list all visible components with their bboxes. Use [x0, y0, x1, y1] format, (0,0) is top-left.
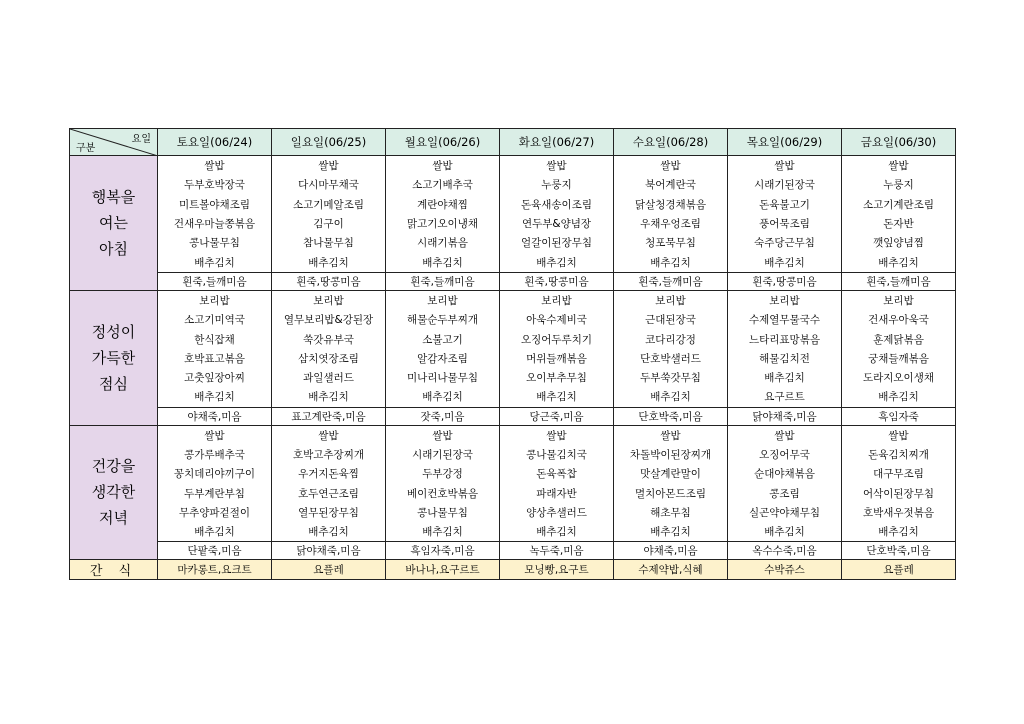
menu-item: 맑고기오이냉채	[386, 214, 500, 233]
menu-item: 돈육폭찹	[500, 464, 614, 483]
meal-category-label: 정성이 가득한 점심	[70, 290, 158, 425]
menu-item: 오징어무국	[728, 445, 842, 464]
menu-row	[70, 522, 956, 542]
menu-item: 요구르트	[728, 387, 842, 407]
menu-item: 콩나물무침	[158, 233, 272, 252]
menu-item: 배추김치	[386, 387, 500, 407]
menu-item: 코다리강정	[614, 329, 728, 348]
menu-item: 열무된장무침	[272, 503, 386, 522]
menu-item: 풍어묵조림	[728, 214, 842, 233]
menu-row	[70, 195, 956, 214]
menu-item: 참나물무침	[272, 233, 386, 252]
porridge-item: 흑임자죽	[842, 407, 956, 425]
corner-header	[70, 129, 158, 156]
menu-item: 쌀밥	[272, 156, 386, 176]
porridge-item: 옥수수죽,미음	[728, 542, 842, 560]
porridge-item: 흰죽,땅콩미음	[500, 272, 614, 290]
menu-row	[70, 290, 956, 310]
menu-item: 소고기계란조림	[842, 195, 956, 214]
menu-item: 배추김치	[614, 522, 728, 542]
menu-item: 시래기된장국	[386, 445, 500, 464]
menu-item: 삼치엿장조림	[272, 349, 386, 368]
menu-row	[70, 349, 956, 368]
menu-item: 소고기배추국	[386, 175, 500, 194]
porridge-row	[70, 272, 956, 290]
menu-item: 베이컨호박볶음	[386, 483, 500, 502]
snack-item: 마카롱트,요크트	[158, 560, 272, 580]
porridge-item: 흰죽,들깨미음	[842, 272, 956, 290]
menu-row	[70, 310, 956, 329]
menu-item: 배추김치	[500, 252, 614, 272]
menu-item: 미트볼야채조림	[158, 195, 272, 214]
porridge-item: 흰죽,들깨미음	[386, 272, 500, 290]
menu-item: 오징어두루치기	[500, 329, 614, 348]
menu-item: 돈자반	[842, 214, 956, 233]
menu-item: 콩나물김치국	[500, 445, 614, 464]
meal-category-label: 행복을 여는 아침	[70, 156, 158, 291]
day-header: 일요일(06/25)	[272, 129, 386, 156]
menu-item: 시래기볶음	[386, 233, 500, 252]
menu-item: 보리밥	[158, 290, 272, 310]
menu-item: 쌀밥	[728, 425, 842, 445]
porridge-item: 표고계란죽,미음	[272, 407, 386, 425]
menu-item: 쌀밥	[158, 156, 272, 176]
menu-item: 돈육불고기	[728, 195, 842, 214]
menu-item: 어삭이된장무침	[842, 483, 956, 502]
menu-item: 청포묵무침	[614, 233, 728, 252]
menu-row	[70, 214, 956, 233]
menu-row	[70, 445, 956, 464]
menu-item: 배추김치	[842, 252, 956, 272]
porridge-item: 당근죽,미음	[500, 407, 614, 425]
menu-item: 궁채들깨볶음	[842, 349, 956, 368]
menu-item: 누룽지	[500, 175, 614, 194]
menu-item: 누룽지	[842, 175, 956, 194]
menu-item: 콩가루배추국	[158, 445, 272, 464]
menu-row	[70, 425, 956, 445]
menu-item: 실곤약야채무침	[728, 503, 842, 522]
menu-item: 배추김치	[158, 387, 272, 407]
porridge-item: 흑임자죽,미음	[386, 542, 500, 560]
menu-item: 두부쑥갓무침	[614, 368, 728, 387]
porridge-row	[70, 407, 956, 425]
menu-item: 알감자조림	[386, 349, 500, 368]
day-header: 월요일(06/26)	[386, 129, 500, 156]
menu-item: 얼갈이된장무침	[500, 233, 614, 252]
menu-item: 맛살계란말이	[614, 464, 728, 483]
menu-item: 고춧잎장아찌	[158, 368, 272, 387]
menu-item: 쌀밥	[386, 425, 500, 445]
menu-item: 호두연근조림	[272, 483, 386, 502]
menu-item: 배추김치	[728, 522, 842, 542]
snack-item: 바나나,요구르트	[386, 560, 500, 580]
menu-item: 훈제닭볶음	[842, 329, 956, 348]
menu-item: 배추김치	[272, 252, 386, 272]
menu-item: 아욱수제비국	[500, 310, 614, 329]
menu-item: 쌀밥	[272, 425, 386, 445]
menu-item: 단호박샐러드	[614, 349, 728, 368]
menu-item: 다시마무채국	[272, 175, 386, 194]
menu-item: 두부계란부침	[158, 483, 272, 502]
snack-item: 수박쥬스	[728, 560, 842, 580]
menu-item: 과일샐러드	[272, 368, 386, 387]
menu-item: 수제열무물국수	[728, 310, 842, 329]
menu-item: 소불고기	[386, 329, 500, 348]
menu-item: 콩조림	[728, 483, 842, 502]
menu-item: 쌀밥	[386, 156, 500, 176]
menu-row	[70, 387, 956, 407]
menu-item: 배추김치	[386, 522, 500, 542]
menu-item: 무추양파겉절이	[158, 503, 272, 522]
menu-item: 쌀밥	[842, 425, 956, 445]
menu-item: 쌀밥	[500, 425, 614, 445]
menu-row	[70, 233, 956, 252]
menu-item: 쌀밥	[500, 156, 614, 176]
menu-item: 소고기메알조림	[272, 195, 386, 214]
menu-item: 배추김치	[614, 387, 728, 407]
menu-item: 멸치아몬드조림	[614, 483, 728, 502]
porridge-item: 녹두죽,미음	[500, 542, 614, 560]
menu-item: 호박고추장찌개	[272, 445, 386, 464]
menu-item: 건새우마늘쫑볶음	[158, 214, 272, 233]
porridge-item: 닭야채죽,미음	[272, 542, 386, 560]
menu-item: 배추김치	[728, 252, 842, 272]
menu-item: 시래기된장국	[728, 175, 842, 194]
day-header: 금요일(06/30)	[842, 129, 956, 156]
menu-item: 배추김치	[386, 252, 500, 272]
menu-row	[70, 483, 956, 502]
menu-item: 소고기미역국	[158, 310, 272, 329]
menu-item: 느타리표망볶음	[728, 329, 842, 348]
menu-item: 배추김치	[158, 252, 272, 272]
menu-item: 돈육새송이조림	[500, 195, 614, 214]
corner-category-label: 구분	[76, 143, 96, 154]
menu-item: 배추김치	[728, 368, 842, 387]
menu-item: 오이부추무침	[500, 368, 614, 387]
menu-item: 쌀밥	[614, 425, 728, 445]
menu-item: 돈육김치찌개	[842, 445, 956, 464]
menu-item: 두부호박장국	[158, 175, 272, 194]
day-header: 화요일(06/27)	[500, 129, 614, 156]
menu-item: 배추김치	[842, 522, 956, 542]
menu-item: 쑥갓유부국	[272, 329, 386, 348]
menu-item: 계란야채찜	[386, 195, 500, 214]
porridge-item: 야채죽,미음	[614, 542, 728, 560]
menu-row	[70, 175, 956, 194]
menu-row	[70, 156, 956, 176]
menu-item: 해물김치전	[728, 349, 842, 368]
porridge-item: 닭야채죽,미음	[728, 407, 842, 425]
day-header: 토요일(06/24)	[158, 129, 272, 156]
menu-item: 배추김치	[614, 252, 728, 272]
menu-item: 닭살청경채볶음	[614, 195, 728, 214]
menu-item: 호박표고볶음	[158, 349, 272, 368]
porridge-item: 잣죽,미음	[386, 407, 500, 425]
menu-item: 열무보리밥&강된장	[272, 310, 386, 329]
menu-item: 도라지오이생채	[842, 368, 956, 387]
header-row	[70, 129, 956, 156]
meal-plan-table	[69, 128, 956, 580]
porridge-item: 단호박죽,미음	[842, 542, 956, 560]
menu-item: 배추김치	[500, 522, 614, 542]
porridge-item: 흰죽,들깨미음	[614, 272, 728, 290]
menu-item: 연두부&양념장	[500, 214, 614, 233]
menu-row	[70, 368, 956, 387]
meal-plan-body	[70, 156, 956, 580]
snack-item: 요플레	[272, 560, 386, 580]
menu-item: 한식잡채	[158, 329, 272, 348]
porridge-item: 단팥죽,미음	[158, 542, 272, 560]
menu-item: 북어계란국	[614, 175, 728, 194]
day-header: 목요일(06/29)	[728, 129, 842, 156]
menu-item: 호박새우젓볶음	[842, 503, 956, 522]
snack-item: 요플레	[842, 560, 956, 580]
porridge-item: 흰죽,땅콩미음	[272, 272, 386, 290]
menu-item: 해물순두부찌개	[386, 310, 500, 329]
menu-row	[70, 329, 956, 348]
day-header: 수요일(06/28)	[614, 129, 728, 156]
menu-item: 보리밥	[500, 290, 614, 310]
menu-item: 쌀밥	[158, 425, 272, 445]
menu-item: 배추김치	[842, 387, 956, 407]
menu-item: 쌀밥	[728, 156, 842, 176]
menu-item: 우채우엉조림	[614, 214, 728, 233]
menu-item: 깻잎양념찜	[842, 233, 956, 252]
menu-item: 배추김치	[500, 387, 614, 407]
menu-item: 보리밥	[386, 290, 500, 310]
porridge-row	[70, 542, 956, 560]
menu-item: 쌀밥	[614, 156, 728, 176]
porridge-item: 야채죽,미음	[158, 407, 272, 425]
menu-item: 보리밥	[728, 290, 842, 310]
snack-item: 모닝빵,요구트	[500, 560, 614, 580]
menu-row	[70, 464, 956, 483]
menu-item: 보리밥	[614, 290, 728, 310]
menu-item: 차돌박이된장찌개	[614, 445, 728, 464]
corner-day-label: 요일	[131, 134, 151, 145]
menu-item: 배추김치	[158, 522, 272, 542]
menu-item: 콩나물무침	[386, 503, 500, 522]
menu-item: 우거지돈육찜	[272, 464, 386, 483]
menu-item: 순대야채볶음	[728, 464, 842, 483]
menu-item: 두부강정	[386, 464, 500, 483]
menu-item: 김구이	[272, 214, 386, 233]
menu-item: 건새우아욱국	[842, 310, 956, 329]
menu-item: 보리밥	[842, 290, 956, 310]
menu-item: 양상추샐러드	[500, 503, 614, 522]
snack-label: 간 식	[70, 560, 158, 580]
menu-item: 파래자반	[500, 483, 614, 502]
porridge-item: 흰죽,땅콩미음	[728, 272, 842, 290]
menu-item: 해초무침	[614, 503, 728, 522]
menu-item: 쌀밥	[842, 156, 956, 176]
menu-item: 꽁치데리야끼구이	[158, 464, 272, 483]
porridge-item: 단호박죽,미음	[614, 407, 728, 425]
menu-item: 근대된장국	[614, 310, 728, 329]
snack-item: 수제약밥,식혜	[614, 560, 728, 580]
menu-item: 숙주당근무침	[728, 233, 842, 252]
menu-item: 배추김치	[272, 387, 386, 407]
menu-item: 보리밥	[272, 290, 386, 310]
meal-category-label: 건강을 생각한 저녁	[70, 425, 158, 560]
porridge-item: 흰죽,들깨미음	[158, 272, 272, 290]
menu-row	[70, 503, 956, 522]
menu-item: 머위들깨볶음	[500, 349, 614, 368]
menu-item: 미나리나물무침	[386, 368, 500, 387]
menu-item: 배추김치	[272, 522, 386, 542]
snack-row	[70, 560, 956, 580]
menu-item: 대구무조림	[842, 464, 956, 483]
menu-row	[70, 252, 956, 272]
